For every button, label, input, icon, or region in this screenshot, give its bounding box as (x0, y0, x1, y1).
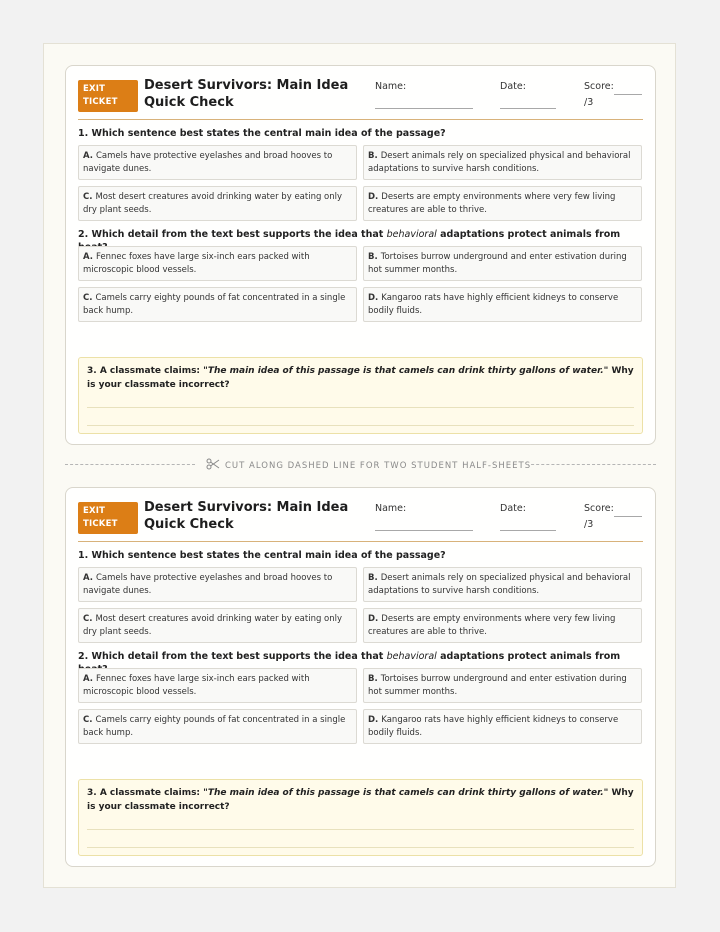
badge-line2: TICKET (83, 519, 118, 529)
question-3: 3. A classmate claims: "The main idea of this passage is that camels can drink thirty gallons of water." Why is your classmate incorrect? (87, 366, 634, 390)
question-3-box (78, 357, 643, 434)
q1-option-d[interactable] (363, 186, 642, 221)
q2-option-b[interactable] (363, 246, 642, 281)
q1-option-b[interactable] (363, 145, 642, 180)
option-letter: D. (368, 293, 379, 303)
q2-option-c[interactable] (78, 709, 357, 744)
scissors-icon (206, 458, 220, 470)
name-field[interactable] (375, 108, 473, 109)
ticket-title: Desert Survivors: Main Idea Quick Check (144, 500, 349, 532)
q1-option-c[interactable] (78, 608, 357, 643)
q2-option-a[interactable] (78, 668, 357, 703)
score-label: Score: (584, 81, 614, 92)
q1-option-b[interactable] (363, 567, 642, 602)
option-letter: A. (83, 674, 93, 684)
q2-option-c[interactable] (78, 287, 357, 322)
score-denominator: /3 (584, 519, 594, 530)
option-text: Kangaroo rats have highly efficient kidneys to conserve bodily fluids. (368, 715, 619, 738)
option-text: Camels have protective eyelashes and broad hooves to navigate dunes. (83, 573, 333, 596)
option-text: Desert animals rely on specialized physical and behavioral adaptations to survive harsh conditions. (368, 151, 631, 174)
score-field[interactable] (614, 94, 642, 95)
question-3: 3. A classmate claims: "The main idea of this passage is that camels can drink thirty gallons of water." Why is your classmate incorrect? (87, 788, 634, 812)
option-letter: D. (368, 715, 379, 725)
answer-line[interactable] (87, 847, 634, 848)
badge-line2: TICKET (83, 97, 118, 107)
cut-instruction (206, 458, 531, 471)
option-letter: A. (83, 252, 93, 262)
q2-option-b[interactable] (363, 668, 642, 703)
answer-line[interactable] (87, 425, 634, 426)
question-2: 2. Which detail from the text best supports the idea that behavioral adaptations protect animals from (78, 651, 621, 662)
option-letter: D. (368, 614, 379, 624)
date-label: Date: (500, 503, 526, 514)
option-letter: B. (368, 252, 378, 262)
option-letter: B. (368, 151, 378, 161)
dashed-line-right (526, 464, 656, 465)
q1-option-c[interactable] (78, 186, 357, 221)
score-denominator: /3 (584, 97, 594, 108)
exit-ticket-badge (78, 502, 138, 534)
option-text: Deserts are empty environments where very few living creatures are able to thrive. (368, 192, 616, 215)
cut-label-text: CUT ALONG DASHED LINE FOR TWO STUDENT HALF-SHEETS (225, 461, 532, 471)
option-letter: C. (83, 715, 93, 725)
option-letter: B. (368, 573, 378, 583)
option-letter: C. (83, 192, 93, 202)
q2-option-a[interactable] (78, 246, 357, 281)
option-text: Fennec foxes have large six-inch ears packed with microscopic blood vessels. (83, 252, 310, 275)
answer-line[interactable] (87, 829, 634, 830)
score-field[interactable] (614, 516, 642, 517)
worksheet-page (43, 43, 676, 888)
answer-line[interactable] (87, 407, 634, 408)
option-text: Tortoises burrow underground and enter estivation during hot summer months. (368, 252, 627, 275)
date-field[interactable] (500, 530, 556, 531)
option-letter: D. (368, 192, 379, 202)
option-letter: A. (83, 151, 93, 161)
option-text: Fennec foxes have large six-inch ears packed with microscopic blood vessels. (83, 674, 310, 697)
option-text: Most desert creatures avoid drinking water by eating only dry plant seeds. (83, 192, 343, 215)
option-text: Camels have protective eyelashes and broad hooves to navigate dunes. (83, 151, 333, 174)
option-letter: A. (83, 573, 93, 583)
dashed-line-left (65, 464, 195, 465)
q2-option-d[interactable] (363, 287, 642, 322)
option-text: Kangaroo rats have highly efficient kidneys to conserve bodily fluids. (368, 293, 619, 316)
q2-option-d[interactable] (363, 709, 642, 744)
exit-ticket-top (65, 65, 656, 445)
ticket-title: Desert Survivors: Main Idea Quick Check (144, 78, 349, 110)
q1-option-d[interactable] (363, 608, 642, 643)
option-text: Deserts are empty environments where very few living creatures are able to thrive. (368, 614, 616, 637)
question-1: 1. Which sentence best states the central main idea of the passage? (78, 128, 446, 139)
q1-option-a[interactable] (78, 567, 357, 602)
option-letter: C. (83, 614, 93, 624)
badge-line1: EXIT (83, 84, 106, 94)
option-text: Camels carry eighty pounds of fat concentrated in a single back hump. (83, 293, 346, 316)
header-divider (78, 119, 643, 120)
name-label: Name: (375, 503, 407, 514)
question-1: 1. Which sentence best states the central main idea of the passage? (78, 550, 446, 561)
option-letter: B. (368, 674, 378, 684)
option-text: Desert animals rely on specialized physical and behavioral adaptations to survive harsh conditions. (368, 573, 631, 596)
question-2: 2. Which detail from the text best supports the idea that behavioral adaptations protect animals from (78, 229, 621, 240)
date-field[interactable] (500, 108, 556, 109)
option-text: Tortoises burrow underground and enter estivation during hot summer months. (368, 674, 627, 697)
cut-line (65, 456, 656, 472)
q1-option-a[interactable] (78, 145, 357, 180)
header-divider (78, 541, 643, 542)
option-text: Most desert creatures avoid drinking water by eating only dry plant seeds. (83, 614, 343, 637)
name-field[interactable] (375, 530, 473, 531)
exit-ticket-badge (78, 80, 138, 112)
option-letter: C. (83, 293, 93, 303)
exit-ticket-bottom (65, 487, 656, 867)
option-text: Camels carry eighty pounds of fat concentrated in a single back hump. (83, 715, 346, 738)
name-label: Name: (375, 81, 407, 92)
score-label: Score: (584, 503, 614, 514)
badge-line1: EXIT (83, 506, 106, 516)
date-label: Date: (500, 81, 526, 92)
question-3-box (78, 779, 643, 856)
